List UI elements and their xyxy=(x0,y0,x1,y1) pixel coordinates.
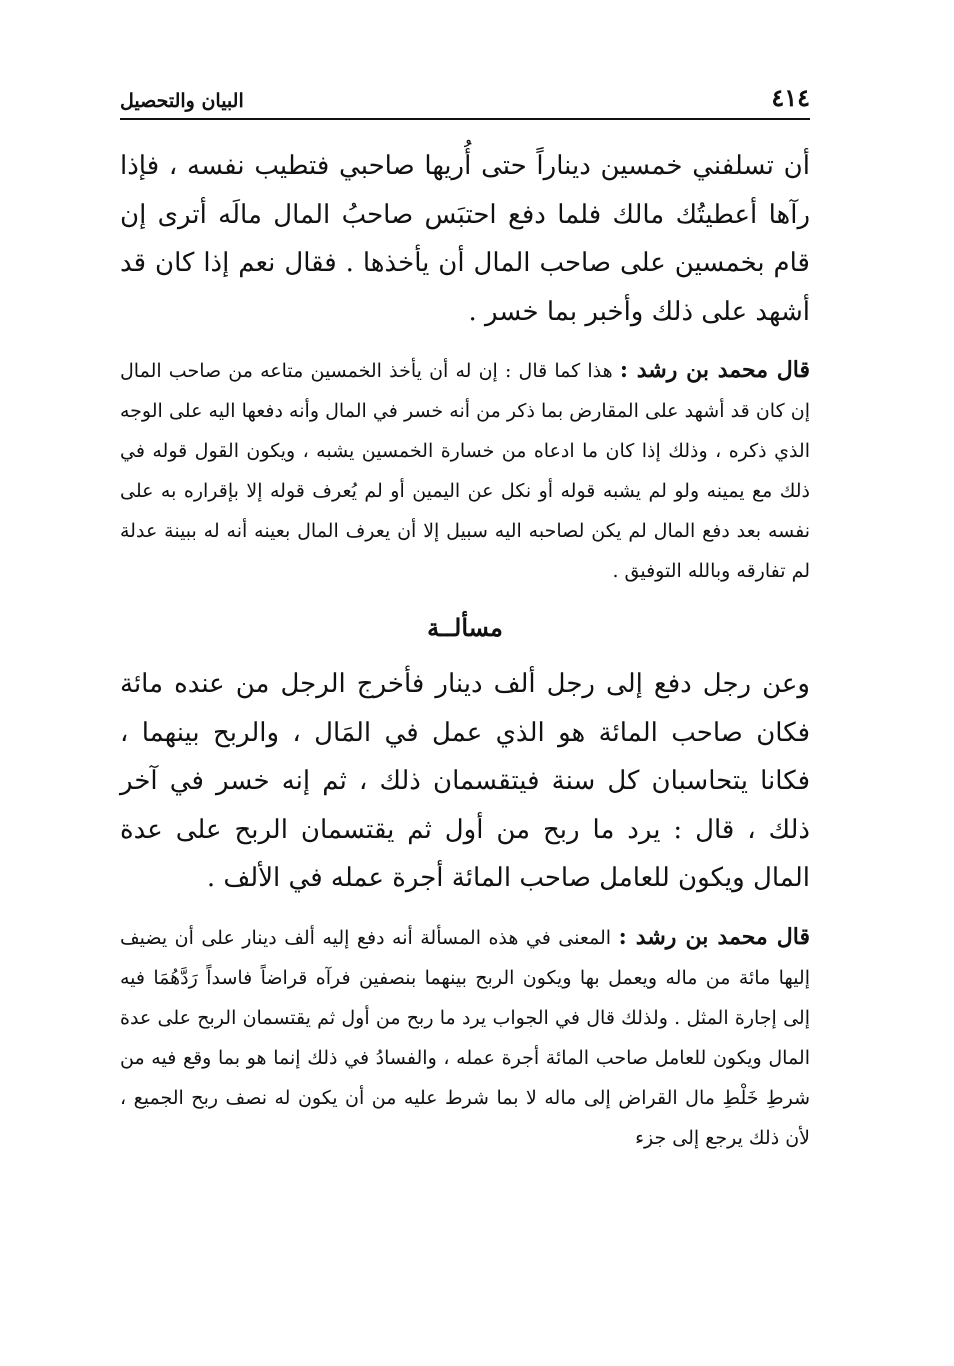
section-heading: مسألــة xyxy=(427,613,503,642)
book-title: البيان والتحصيل xyxy=(120,90,244,112)
commentary-text: هذا كما قال : إن له أن يأخذ الخمسين متاعه من صاحب المال إن كان قد أشهد على المقارض بما ذكر من أنه خسر في المال وأنه دفعها اليه على الوجه الذي ذكره ، وذلك إذا كان ما ادعاه من خسارة الخمسين يشبه ، ويكون القول قوله في ذلك مع يمينه ولو لم يشبه قوله أو نكل عن اليمين أو لم يُعرف قوله إلا بإقراره به على نفسه بعد دفع المال لم يكن لصاحبه اليه سبيل إلا أن يعرف المال بعينه أنه له ببينة عدلة لم تفارقه وبالله التوفيق . xyxy=(120,360,810,582)
commentary-speaker: قال محمد بن رشد : xyxy=(619,357,810,383)
page-number: ٤١٤ xyxy=(771,83,810,112)
commentary-paragraph xyxy=(120,350,810,591)
commentary-text: المعنى في هذه المسألة أنه دفع إليه ألف دينار على أن يضيف إليها مائة من ماله ويعمل بها ويكون الربح بينهما بنصفين فرآه قراضاً فاسداً رَدَّهُمَا فيه إلى إجارة المثل . ولذلك قال في الجواب يرد ما ربح من أول ثم يقتسمان الربح على عدة المال ويكون للعامل صاحب المائة أجرة عمله ، والفسادُ في ذلك إنما هو بما وقع فيه من شرطِ خَلْطِ مال القراض إلى ماله لا بما شرط عليه من أن يكون له نصف ربح الجميع ، لأن ذلك يرجع إلى جزء xyxy=(120,926,810,1149)
book-page xyxy=(120,70,810,1158)
commentary-speaker: قال محمد بن رشد : xyxy=(618,923,810,950)
issue-paragraph: وعن رجل دفع إلى رجل ألف دينار فأخرج الرجل من عنده مائة فكان صاحب المائة هو الذي عمل في المَال ، والربح بينهما ، فكانا يتحاسبان كل سنة فيتقسمان ذلك ، ثم إنه خسر في آخر ذلك ، قال : يرد ما ربح من أول ثم يقتسمان الربح على عدة المال ويكون للعامل صاحب المائة أجرة عمله في الألف . xyxy=(120,669,810,893)
running-header xyxy=(120,70,810,120)
page-body xyxy=(120,142,810,1158)
question-paragraph: أن تسلفني خمسين ديناراً حتى أُريها صاحبي فتطيب نفسه ، فإذا رآها أعطيتُك مالك فلما دفع احتبَس صاحبُ المال مالَه أترى إن قام بخمسين على صاحب المال أن يأخذها . فقال نعم إذا كان قد أشهد على ذلك وأخبر بما خسر . xyxy=(120,151,810,327)
commentary-paragraph xyxy=(120,917,810,1158)
